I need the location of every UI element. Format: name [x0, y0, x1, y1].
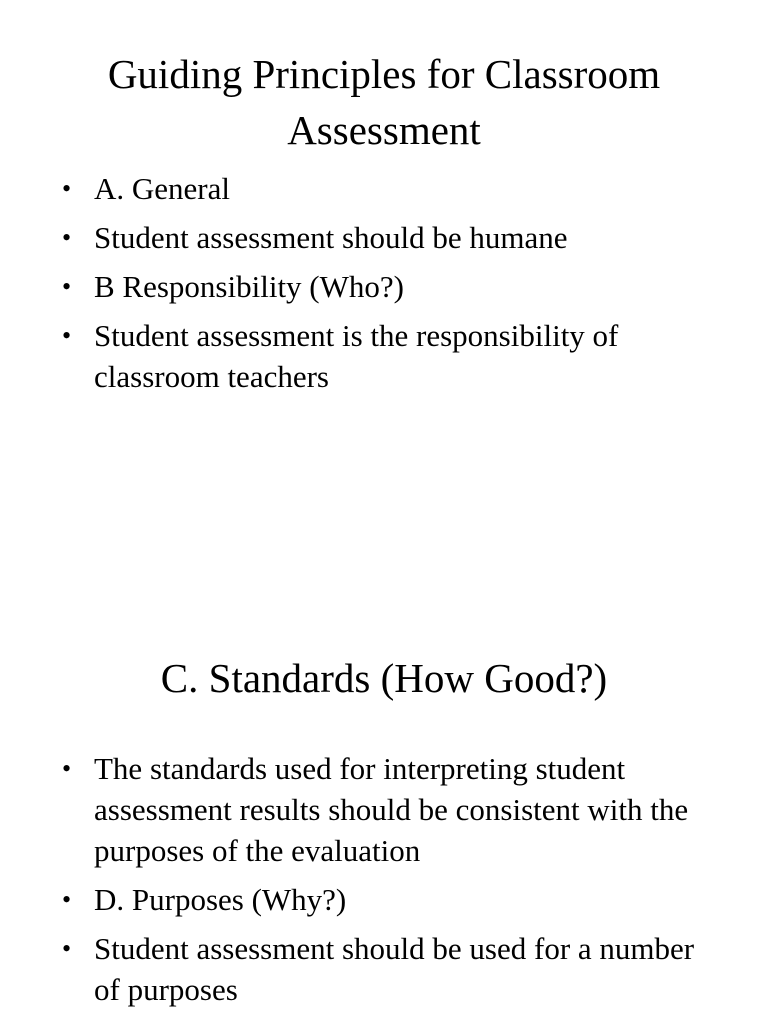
slide-2-bullet-list: [62, 748, 722, 1018]
bullet-text: D. Purposes (Why?): [94, 882, 347, 917]
bullet-item: [62, 748, 722, 871]
bullet-text: The standards used for interpreting student assessment results should be consistent with the purposes of the evaluation: [94, 751, 689, 868]
bullet-item: [62, 315, 722, 397]
bullet-text: Student assessment is the responsibility of classroom teachers: [94, 318, 619, 394]
bullet-icon: •: [62, 754, 72, 783]
bullet-text: Student assessment should be humane: [94, 220, 568, 255]
bullet-icon: •: [62, 223, 72, 252]
bullet-item: [62, 928, 722, 1010]
bullet-icon: •: [62, 272, 72, 301]
bullet-text: B Responsibility (Who?): [94, 269, 404, 304]
bullet-icon: •: [62, 934, 72, 963]
bullet-text: Student assessment should be used for a number of purposes: [94, 931, 695, 1007]
bullet-item: [62, 217, 722, 258]
bullet-item: [62, 266, 722, 307]
slide-2: [0, 512, 768, 1024]
bullet-icon: •: [62, 174, 72, 203]
slide-1-title: Guiding Principles for Classroom Assessment: [107, 51, 661, 153]
bullet-item: [62, 168, 722, 209]
slide-1-bullet-list: [62, 168, 722, 405]
bullet-text: A. General: [94, 171, 230, 206]
bullet-item: [62, 879, 722, 920]
bullet-icon: •: [62, 321, 72, 350]
bullet-icon: •: [62, 885, 72, 914]
slide-2-title: C. Standards (How Good?): [160, 655, 608, 701]
